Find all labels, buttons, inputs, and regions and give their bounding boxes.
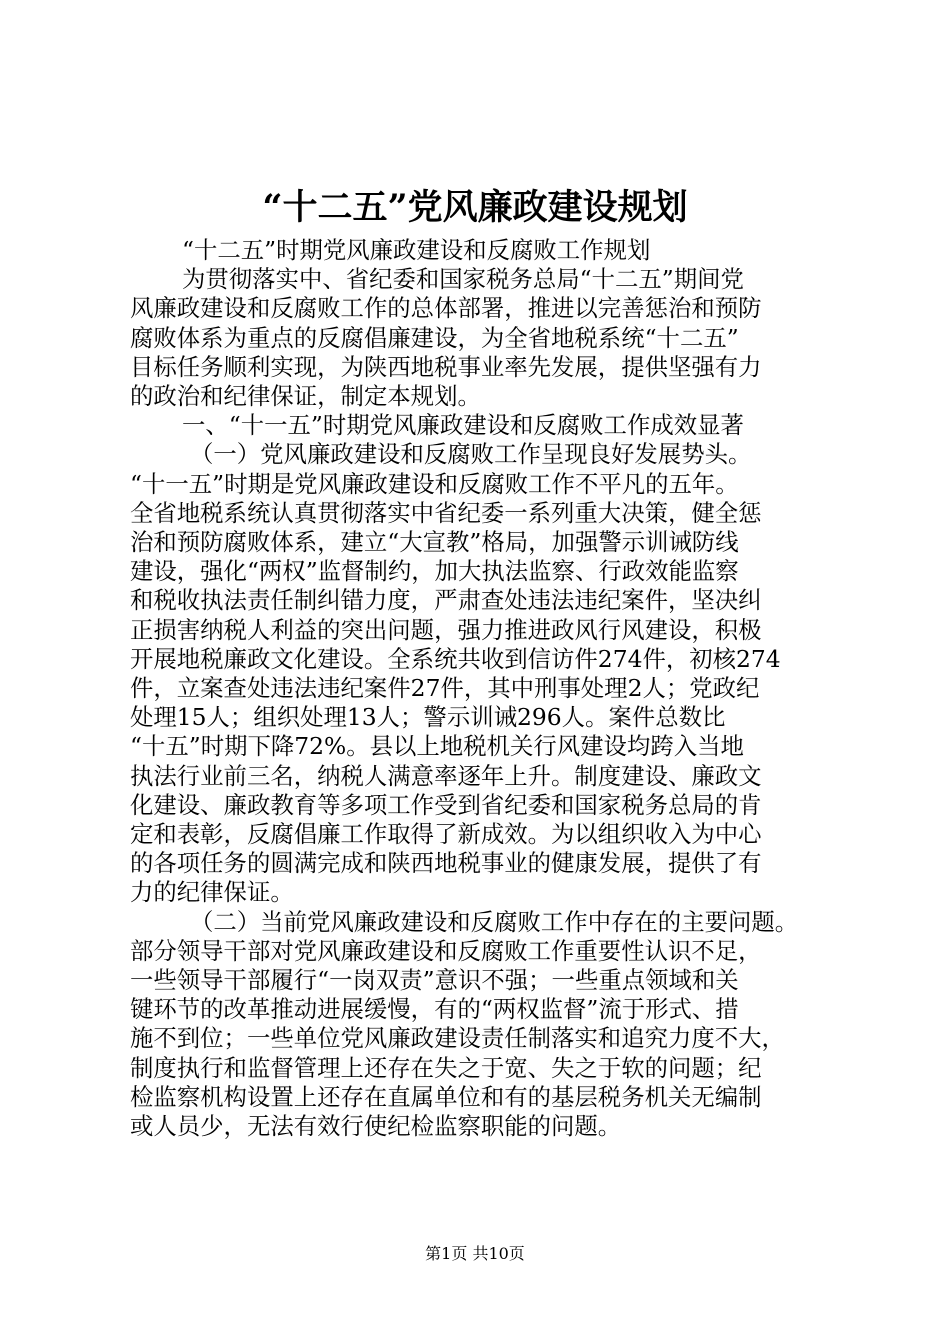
text-line: 执法行业前三名，纳税人满意率逐年上升。制度建设、廉政文 [130,761,762,790]
section-part-1 [130,440,835,907]
text-line: 施不到位；一些单位党风廉政建设责任制落实和追究力度不大， [130,1024,785,1053]
text-line: 制度执行和监督管理上还存在失之于宽、失之于软的问题；纪 [130,1053,762,1082]
text-line: “十一五”时期是党风廉政建设和反腐败工作不平凡的五年。 [130,469,739,498]
text-line: 处理15人；组织处理13人；警示训诫296人。案件总数比 [130,703,726,732]
text-line: 键环节的改革推动进展缓慢，有的“两权监督”流于形式、措 [130,995,739,1024]
text-line: 建设，强化“两权”监督制约，加大执法监察、行政效能监察 [130,557,739,586]
text-line: 风廉政建设和反腐败工作的总体部署，推进以完善惩治和预防 [130,294,762,323]
text-line: 的各项任务的圆满完成和陕西地税事业的健康发展，提供了有 [130,849,762,878]
text-line: 和税收执法责任制纠错力度，严肃查处违法违纪案件，坚决纠 [130,586,762,615]
text-line: 全省地税系统认真贯彻落实中省纪委一系列重大决策，健全惩 [130,498,762,527]
page-number: 第1页 共10页 [425,1244,525,1263]
text-line: 正损害纳税人利益的突出问题，强力推进政风行风建设，积极 [130,615,762,644]
subsection-heading: （一）党风廉政建设和反腐败工作呈现良好发展势头。 [190,440,752,469]
text-line: 力的纪律保证。 [130,878,294,907]
text-line: 定和表彰，反腐倡廉工作取得了新成效。为以组织收入为中心 [130,820,762,849]
document-title: “十二五”党风廉政建设规划 [262,187,688,228]
text-line: 开展地税廉政文化建设。全系统共收到信访件274件，初核274 [130,644,781,673]
text-line: 部分领导干部对党风廉政建设和反腐败工作重要性认识不足， [130,936,762,965]
text-line: 件，立案查处违法违纪案件27件，其中刑事处理2人；党政纪 [130,674,760,703]
text-line: 为贯彻落实中、省纪委和国家税务总局“十二五”期间党 [182,265,744,294]
document-body [130,236,835,1141]
section-part-2 [130,908,835,1142]
text-line: 一些领导干部履行“一岗双责”意识不强；一些重点领域和关 [130,966,739,995]
text-line: 的政治和纪律保证，制定本规划。 [130,382,481,411]
text-line: 目标任务顺利实现，为陕西地税事业率先发展，提供坚强有力 [130,352,762,381]
document-subtitle: “十二五”时期党风廉政建设和反腐败工作规划 [182,236,651,264]
text-line: 腐败体系为重点的反腐倡廉建设，为全省地税系统“十二五” [130,323,739,352]
text-line: 治和预防腐败体系，建立“大宣教”格局，加强警示训诫防线 [130,528,739,557]
intro-paragraph [130,265,835,411]
subsection-heading: （二）当前党风廉政建设和反腐败工作中存在的主要问题。 [190,907,799,936]
text-line: 化建设、廉政教育等多项工作受到省纪委和国家税务总局的肯 [130,790,762,819]
text-line: 或人员少，无法有效行使纪检监察职能的问题。 [130,1112,622,1141]
text-line: “十五”时期下降72%。县以上地税机关行风建设均跨入当地 [130,732,744,761]
text-line: 检监察机构设置上还存在直属单位和有的基层税务机关无编制 [130,1082,762,1111]
section-heading: 一、“十一五”时期党风廉政建设和反腐败工作成效显著 [182,411,744,440]
